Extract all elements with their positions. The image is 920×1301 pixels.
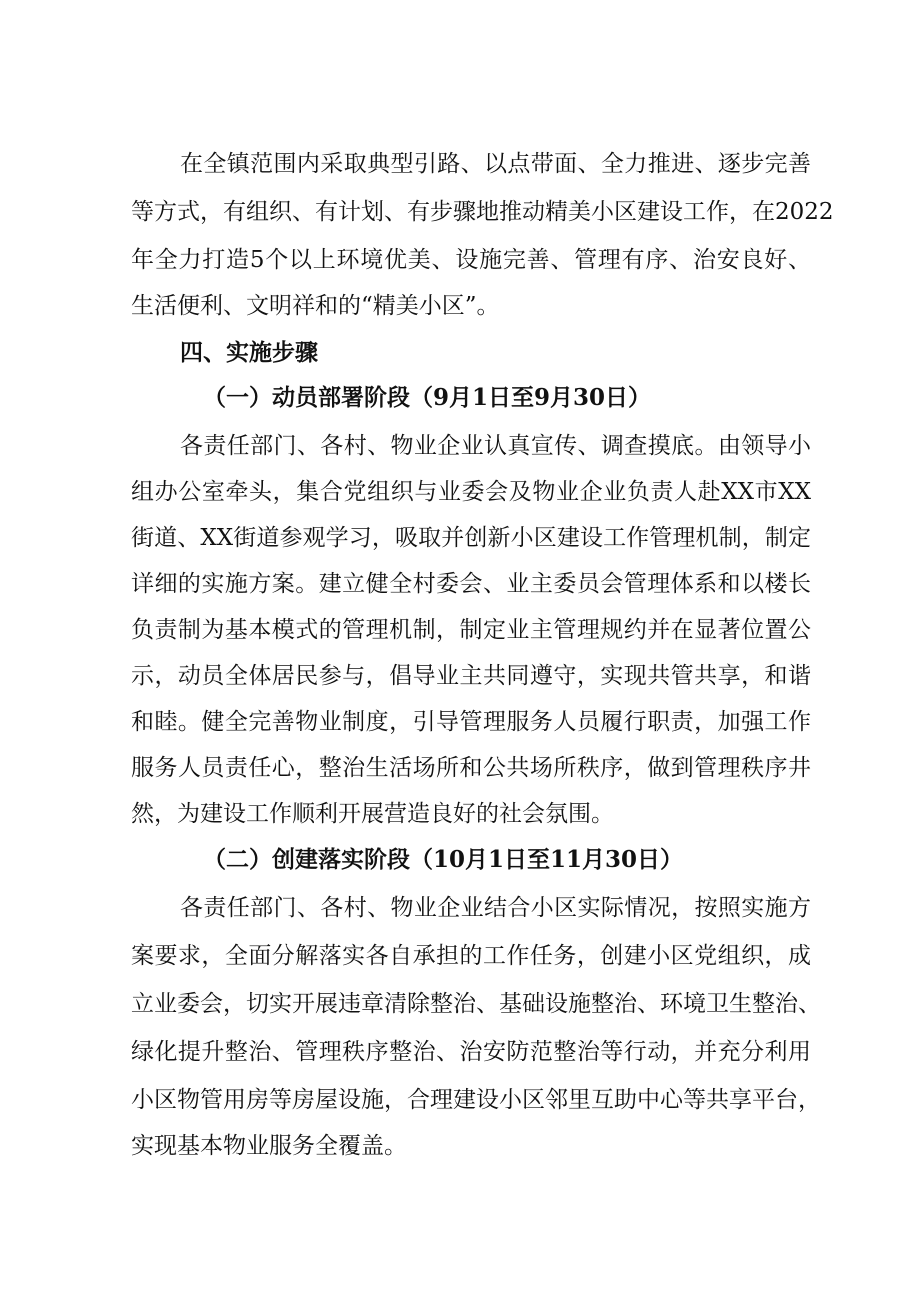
intro-line: 在全镇范围内采取典型引路、以点带面、全力推进、逐步完善 [180,151,811,177]
stage2-line: 各责任部门、各村、物业企业结合小区实际情况，按照实施方 [180,895,811,921]
stage1-line: 服务人员责任心，整治生活场所和公共场所秩序，做到管理秩序井 [131,755,811,781]
section-title: 四、实施步骤 [180,339,318,366]
stage2-line: 小区物管用房等房屋设施，合理建设小区邻里互助中心等共享平台， [131,1087,821,1113]
intro-line: 等方式，有组织、有计划、有步骤地推动精美小区建设工作，在2022 [131,199,834,225]
stage2-line: 立业委会，切实开展违章清除整治、基础设施整治、环境卫生整治、 [131,991,821,1017]
stage1-title: （一）动员部署阶段（9月1日至9月30日） [203,384,652,411]
intro-line: 年全力打造5个以上环境优美、设施完善、管理有序、治安良好、 [131,247,811,273]
stage2-title: （二）创建落实阶段（10月1日至11月30日） [203,846,684,873]
stage1-line: 示，动员全体居民参与，倡导业主共同遵守，实现共管共享，和谐 [131,663,811,689]
stage2-line: 绿化提升整治、管理秩序整治、治安防范整治等行动，并充分利用 [131,1039,811,1065]
stage1-line: 然，为建设工作顺利开展营造良好的社会氛围。 [131,801,614,827]
stage1-line: 组办公室牵头，集合党组织与业委会及物业企业负责人赴XX市XX [131,479,811,505]
stage2-line: 实现基本物业服务全覆盖。 [131,1133,407,1159]
stage1-line: 街道、XX街道参观学习，吸取并创新小区建设工作管理机制，制定 [131,525,811,551]
stage1-line: 和睦。健全完善物业制度，引导管理服务人员履行职责，加强工作 [131,709,811,735]
stage1-line: 各责任部门、各村、物业企业认真宣传、调查摸底。由领导小 [180,433,811,459]
stage1-line: 详细的实施方案。建立健全村委会、业主委员会管理体系和以楼长 [131,571,811,597]
stage2-line: 案要求，全面分解落实各自承担的工作任务，创建小区党组织，成 [131,943,811,969]
stage1-line: 负责制为基本模式的管理机制，制定业主管理规约并在显著位置公 [131,617,811,643]
intro-line: 生活便利、文明祥和的“精美小区”。 [131,293,500,319]
